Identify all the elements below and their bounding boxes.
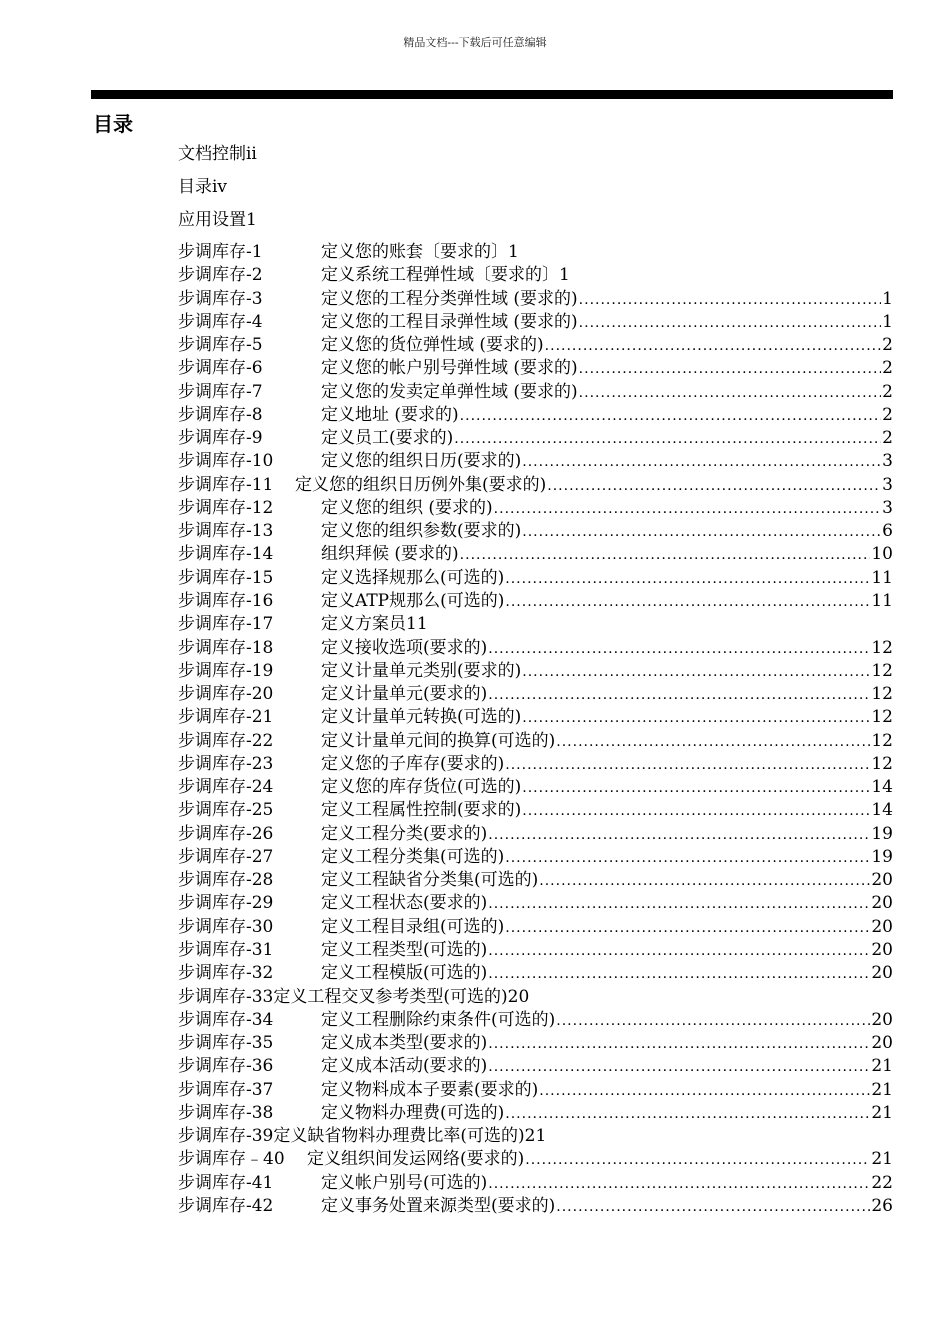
toc-entry-step-label: 步调库存-18 [178, 637, 274, 658]
toc-entry[interactable] [178, 892, 893, 915]
toc-dot-leader [522, 800, 870, 823]
toc-dot-leader [556, 731, 870, 754]
running-header: 精品文档---下载后可任意编辑 [403, 36, 547, 49]
toc-entry-page-number: 19 [871, 823, 893, 844]
toc-entry-page-number: 11 [871, 590, 893, 611]
toc-entry[interactable] [178, 660, 893, 683]
toc-entry-page-number: 20 [871, 1033, 893, 1054]
toc-entry-title: 定义您的组织参数(要求的) [321, 521, 522, 542]
toc-dot-leader [488, 824, 870, 847]
toc-entry-title: 定义成本活动(要求的) [321, 1056, 488, 1077]
toc-dot-leader [579, 289, 882, 312]
toc-entry-step-label: 步调库存-4 [178, 311, 263, 332]
toc-entry-page-number: 1 [882, 311, 893, 332]
toc-entry-step-label: 步调库存-36 [178, 1056, 274, 1077]
toc-dot-leader [488, 1173, 870, 1196]
toc-entry-title: 定义工程缺省分类集(可选的) [321, 870, 539, 891]
toc-entry[interactable] [178, 637, 893, 660]
toc-entry[interactable] [178, 986, 893, 1009]
toc-entry-step-label: 步调库存-17 [178, 614, 274, 635]
toc-entry-title: 定义物料办理费(可选的) [321, 1102, 505, 1123]
toc-entry-page-number: 3 [882, 474, 893, 495]
toc-entry-title: 定义您的工程目录弹性域 (要求的) [321, 311, 578, 332]
toc-entry-step-label: 步调库存-29 [178, 893, 274, 914]
toc-entry[interactable] [178, 1009, 893, 1032]
toc-entry-step-label: 步调库存-11 [178, 474, 274, 495]
toc-entry-page-number: 12 [871, 660, 893, 681]
toc-entry-page-number: 21 [871, 1149, 893, 1170]
toc-dot-leader [488, 940, 870, 963]
toc-dot-leader [556, 1010, 870, 1033]
toc-entry[interactable] [178, 241, 893, 264]
toc-entry-title: 定义物料成本子要素(要求的) [321, 1079, 539, 1100]
toc-entry-title: 定义您的组织日历例外集(要求的) [295, 474, 547, 495]
toc-dot-leader [460, 544, 871, 567]
toc-entry-step-label: 步调库存-12 [178, 497, 274, 518]
toc-dot-leader [488, 963, 870, 986]
toc-entry[interactable] [178, 427, 893, 450]
toc-dot-leader [525, 1149, 870, 1172]
toc-entry-step-label: 步调库存-32 [178, 963, 274, 984]
toc-entry-step-label: 步调库存-16 [178, 590, 274, 611]
toc-dot-leader [494, 498, 882, 521]
toc-entry-step-label: 步调库存-28 [178, 870, 274, 891]
toc-entry-page-number: 12 [871, 637, 893, 658]
toc-entry-step-label: 步调库存-10 [178, 451, 274, 472]
toc-entry-step-label: 步调库存-3 [178, 288, 263, 309]
toc-entry-title: 定义您的组织日历(要求的) [321, 451, 522, 472]
toc-entry-title: 定义您的发卖定单弹性域 (要求的) [321, 381, 578, 402]
toc-entry[interactable] [178, 1079, 893, 1102]
toc-entry-title: 定义帐户别号(可选的) [321, 1172, 488, 1193]
toc-entry-title: 定义您的工程分类弹性域 (要求的) [321, 288, 578, 309]
toc-entry-page-number: 10 [871, 544, 893, 565]
toc-entry-page-number: 20 [871, 1009, 893, 1030]
toc-entry[interactable] [178, 1032, 893, 1055]
toc-entry-page-number: 12 [871, 707, 893, 728]
toc-entry-title: 定义计量单元类别(要求的) [321, 660, 522, 681]
toc-entry-page-number: 19 [871, 846, 893, 867]
toc-entry-page-number: 20 [871, 916, 893, 937]
toc-entry[interactable] [178, 404, 893, 427]
toc-entry-step-label: 步调库存-7 [178, 381, 263, 402]
toc-entry-title: 定义计量单元转换(可选的) [321, 707, 522, 728]
toc-entry[interactable] [178, 753, 893, 776]
toc-entry-page-number: 2 [882, 381, 893, 402]
toc-entry-title: 定义方案员11 [321, 614, 428, 635]
toc-entry-title: 定义工程分类(要求的) [321, 823, 488, 844]
toc-entry[interactable] [178, 823, 893, 846]
toc-dot-leader [505, 847, 870, 870]
toc-entry-step-label: 步调库存-37 [178, 1079, 274, 1100]
toc-entry-title: 定义您的帐户别号弹性域 (要求的) [321, 358, 578, 379]
toc-dot-leader [579, 382, 882, 405]
toc-entry-title: 定义您的库存货位(可选的) [321, 777, 522, 798]
toc-entry[interactable] [178, 799, 893, 822]
toc-entry-page-number: 6 [882, 521, 893, 542]
toc-entry-step-label: 步调库存-42 [178, 1195, 274, 1216]
toc-entry-step-label: 步调库存-21 [178, 707, 274, 728]
toc-entry-title: 定义地址 (要求的) [321, 404, 459, 425]
toc-dot-leader [505, 568, 870, 591]
toc-dot-leader [454, 428, 881, 451]
toc-entry-page-number: 11 [871, 567, 893, 588]
toc-entry-page-number: 14 [871, 777, 893, 798]
toc-entry-page-number: 12 [871, 730, 893, 751]
toc-entry-page-number: 20 [871, 939, 893, 960]
toc-entry-step-label: 步调库存-22 [178, 730, 274, 751]
toc-entry-page-number: 2 [882, 358, 893, 379]
toc-entry-application-setup[interactable]: 应用设置1 [178, 210, 257, 230]
toc-dot-leader [522, 777, 870, 800]
toc-entry[interactable] [178, 706, 893, 729]
toc-entry-page-number: 21 [871, 1079, 893, 1100]
toc-entry[interactable] [178, 474, 893, 497]
toc-entry-step-label: 步调库存-33 [178, 986, 274, 1007]
toc-entry-title: 定义工程分类集(可选的) [321, 846, 505, 867]
toc-entry-page-number: 26 [871, 1195, 893, 1216]
toc-entry[interactable] [178, 1195, 893, 1218]
toc-entry[interactable] [178, 1055, 893, 1078]
toc-entry-step-label: 步调库存-6 [178, 358, 263, 379]
toc-entry[interactable] [178, 1102, 893, 1125]
toc-entry-page-number: 2 [882, 335, 893, 356]
toc-dot-leader [522, 661, 870, 684]
toc-dot-leader [505, 754, 870, 777]
toc-dot-leader [488, 893, 870, 916]
toc-title: 目录 [93, 112, 133, 136]
toc-dot-leader [522, 521, 881, 544]
toc-entry[interactable] [178, 916, 893, 939]
toc-entry-step-label: 步调库存-30 [178, 916, 274, 937]
toc-dot-leader [556, 1196, 870, 1219]
toc-entry-step-label: 步调库存-39 [178, 1126, 274, 1147]
toc-entry-step-label: 步调库存-9 [178, 428, 263, 449]
toc-entry-page-number: 20 [871, 870, 893, 891]
toc-entry[interactable] [178, 730, 893, 753]
toc-entry-title: 定义员工(要求的) [321, 428, 454, 449]
toc-entry-title: 定义您的子库存(要求的) [321, 753, 505, 774]
toc-entry-step-label: 步调库存-35 [178, 1033, 274, 1054]
toc-entry[interactable] [178, 590, 893, 613]
toc-entry-page-number: 22 [871, 1172, 893, 1193]
toc-entry-title: 定义计量单元间的换算(可选的) [321, 730, 556, 751]
header-rule [91, 90, 893, 99]
toc-entry-page-number: 12 [871, 753, 893, 774]
toc-dot-leader [579, 358, 882, 381]
toc-entry-title: 定义ATP规那么(可选的) [321, 590, 505, 611]
toc-entry-title: 定义您的货位弹性域 (要求的) [321, 335, 544, 356]
toc-entry[interactable] [178, 567, 893, 590]
toc-dot-leader [547, 475, 881, 498]
toc-entry[interactable] [178, 357, 893, 380]
toc-dot-leader [488, 1056, 870, 1079]
toc-entry-step-label: 步调库存-2 [178, 265, 263, 286]
toc-dot-leader [488, 1033, 870, 1056]
toc-dot-leader [545, 335, 882, 358]
toc-entry[interactable] [178, 776, 893, 799]
toc-entry[interactable] [178, 1125, 893, 1148]
toc-entry-step-label: 步调库存-14 [178, 544, 274, 565]
toc-entry-step-label: 步调库存-5 [178, 335, 263, 356]
toc-entry-title: 定义选择规那么(可选的) [321, 567, 505, 588]
toc-dot-leader [579, 312, 882, 335]
toc-entry-title: 定义工程删除约束条件(可选的) [321, 1009, 556, 1030]
toc-entry[interactable] [178, 939, 893, 962]
toc-dot-leader [522, 451, 881, 474]
toc-entry-page-number: 21 [871, 1056, 893, 1077]
toc-entry-page-number: 1 [882, 288, 893, 309]
toc-entry[interactable] [178, 613, 893, 636]
toc-entry-page-number: 20 [871, 963, 893, 984]
toc-entry-step-label: 步调库存﹣40 [178, 1149, 285, 1170]
toc-entry-page-number: 21 [871, 1102, 893, 1123]
toc-entry-document-control[interactable]: 文档控制ii [178, 144, 257, 164]
toc-entry-step-label: 步调库存-38 [178, 1102, 274, 1123]
toc-dot-leader [488, 638, 870, 661]
toc-entry-title: 定义缺省物料办理费比率(可选的)21 [273, 1126, 547, 1147]
toc-entry-step-label: 步调库存-24 [178, 777, 274, 798]
toc-dot-leader [460, 405, 882, 428]
toc-entry-title: 定义工程模版(可选的) [321, 963, 488, 984]
toc-entry-step-label: 步调库存-19 [178, 660, 274, 681]
toc-entry[interactable] [178, 450, 893, 473]
toc-entry-title: 定义工程状态(要求的) [321, 893, 488, 914]
toc-entry[interactable] [178, 1172, 893, 1195]
toc-entry-page-number: 12 [871, 684, 893, 705]
toc-dot-leader [522, 707, 870, 730]
toc-entry-step-label: 步调库存-23 [178, 753, 274, 774]
toc-entry-page-number: 3 [882, 497, 893, 518]
toc-entry[interactable] [178, 962, 893, 985]
toc-entry-step-label: 步调库存-31 [178, 939, 274, 960]
toc-entry[interactable] [178, 520, 893, 543]
toc-dot-leader [505, 591, 870, 614]
toc-entry-step-label: 步调库存-1 [178, 242, 263, 262]
toc-entry-page-number: 14 [871, 800, 893, 821]
toc-entry-step-label: 步调库存-27 [178, 846, 274, 867]
toc-entry[interactable] [178, 381, 893, 404]
toc-entry-page-number: 2 [882, 404, 893, 425]
toc-entry-title: 定义工程属性控制(要求的) [321, 800, 522, 821]
toc-dot-leader [505, 917, 870, 940]
toc-entry[interactable] [178, 869, 893, 892]
toc-entry-title: 定义接收选项(要求的) [321, 637, 488, 658]
toc-entry[interactable] [178, 264, 893, 287]
toc-entry-title: 定义组织间发运网络(要求的) [307, 1149, 525, 1170]
toc-entry[interactable] [178, 683, 893, 706]
toc-entry-title: 定义您的账套〔要求的〕1 [321, 242, 519, 262]
toc-entry[interactable] [178, 497, 893, 520]
toc-entry[interactable] [178, 846, 893, 869]
toc-entry[interactable] [178, 334, 893, 357]
toc-entry-page-number: 20 [871, 893, 893, 914]
toc-entry-step-label: 步调库存-8 [178, 404, 263, 425]
toc-entry-step-label: 步调库存-20 [178, 684, 274, 705]
toc-entry-step-label: 步调库存-34 [178, 1009, 274, 1030]
toc-entry-title: 定义计量单元(要求的) [321, 684, 488, 705]
toc-entry-title: 定义系统工程弹性域〔要求的〕1 [321, 265, 570, 286]
toc-entry-step-label: 步调库存-13 [178, 521, 274, 542]
toc-dot-leader [505, 1103, 870, 1126]
toc-entry[interactable] [178, 288, 893, 311]
toc-entry-step-label: 步调库存-15 [178, 567, 274, 588]
toc-entry-page-number: 3 [882, 451, 893, 472]
toc-dot-leader [539, 1080, 870, 1103]
toc-entry[interactable] [178, 311, 893, 334]
toc-entry-title: 定义您的组织 (要求的) [321, 497, 493, 518]
toc-entry[interactable] [178, 543, 893, 566]
toc-entry[interactable] [178, 1148, 893, 1171]
toc-entry-step-label: 步调库存-25 [178, 800, 274, 821]
toc-dot-leader [539, 870, 870, 893]
toc-entry-title: 定义工程目录组(可选的) [321, 916, 505, 937]
toc-entry-title: 组织拜候 (要求的) [321, 544, 459, 565]
toc-entry-contents[interactable]: 目录iv [178, 177, 228, 197]
toc-entry-title: 定义工程交叉参考类型(可选的)20 [273, 986, 530, 1007]
toc-entry-step-label: 步调库存-41 [178, 1172, 274, 1193]
toc-entry-step-label: 步调库存-26 [178, 823, 274, 844]
toc-entry-page-number: 2 [882, 428, 893, 449]
toc-dot-leader [488, 684, 870, 707]
toc-entry-title: 定义事务处置来源类型(要求的) [321, 1195, 556, 1216]
toc-entry-title: 定义成本类型(要求的) [321, 1033, 488, 1054]
toc-entry-title: 定义工程类型(可选的) [321, 939, 488, 960]
toc-list [178, 241, 893, 1218]
